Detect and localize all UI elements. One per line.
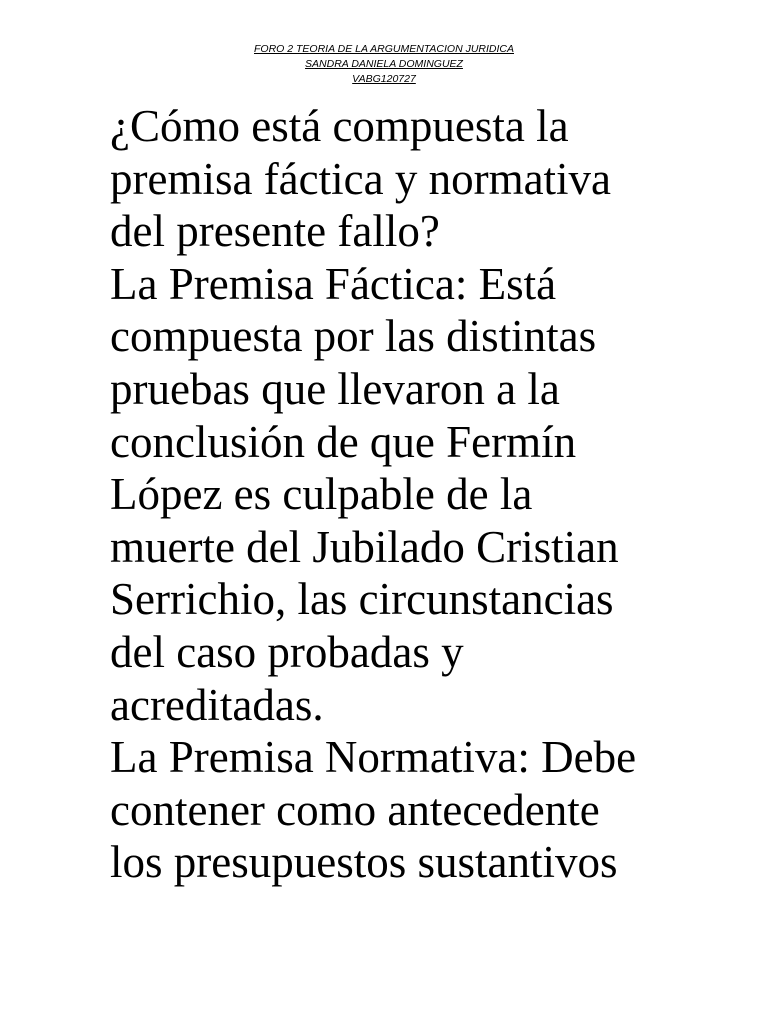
text-line: los presupuestos sustantivos xyxy=(110,837,618,888)
text-line: del presente fallo? xyxy=(110,206,440,257)
text-line: muerte del Jubilado Cristian xyxy=(110,521,619,572)
text-line: conclusión de que Fermín xyxy=(110,416,577,467)
text-line: compuesta por las distintas xyxy=(110,311,597,362)
text-line: pruebas que llevaron a la xyxy=(110,363,560,414)
text-line: La Premisa Fáctica: Está xyxy=(110,258,557,309)
text-line: ¿Cómo está compuesta la xyxy=(110,101,569,151)
question-paragraph xyxy=(110,100,750,258)
text-line: acreditadas. xyxy=(110,679,324,730)
text-line: del caso probadas y xyxy=(110,626,464,677)
header-student-id: VABG120727 xyxy=(352,73,416,85)
premisa-normativa-paragraph xyxy=(110,731,750,889)
text-line: contener como antecedente xyxy=(110,784,600,835)
document-header xyxy=(0,42,768,87)
document-body xyxy=(110,100,750,889)
header-course-title: FORO 2 TEORIA DE LA ARGUMENTACION JURIDICA xyxy=(254,43,514,55)
premisa-factica-paragraph xyxy=(110,258,750,731)
text-line: premisa fáctica y normativa xyxy=(110,153,612,204)
text-line: Serrichio, las circunstancias xyxy=(110,574,614,625)
text-line: La Premisa Normativa: Debe xyxy=(110,732,637,783)
text-line: López es culpable de la xyxy=(110,469,533,520)
header-author-name: SANDRA DANIELA DOMINGUEZ xyxy=(305,58,463,70)
